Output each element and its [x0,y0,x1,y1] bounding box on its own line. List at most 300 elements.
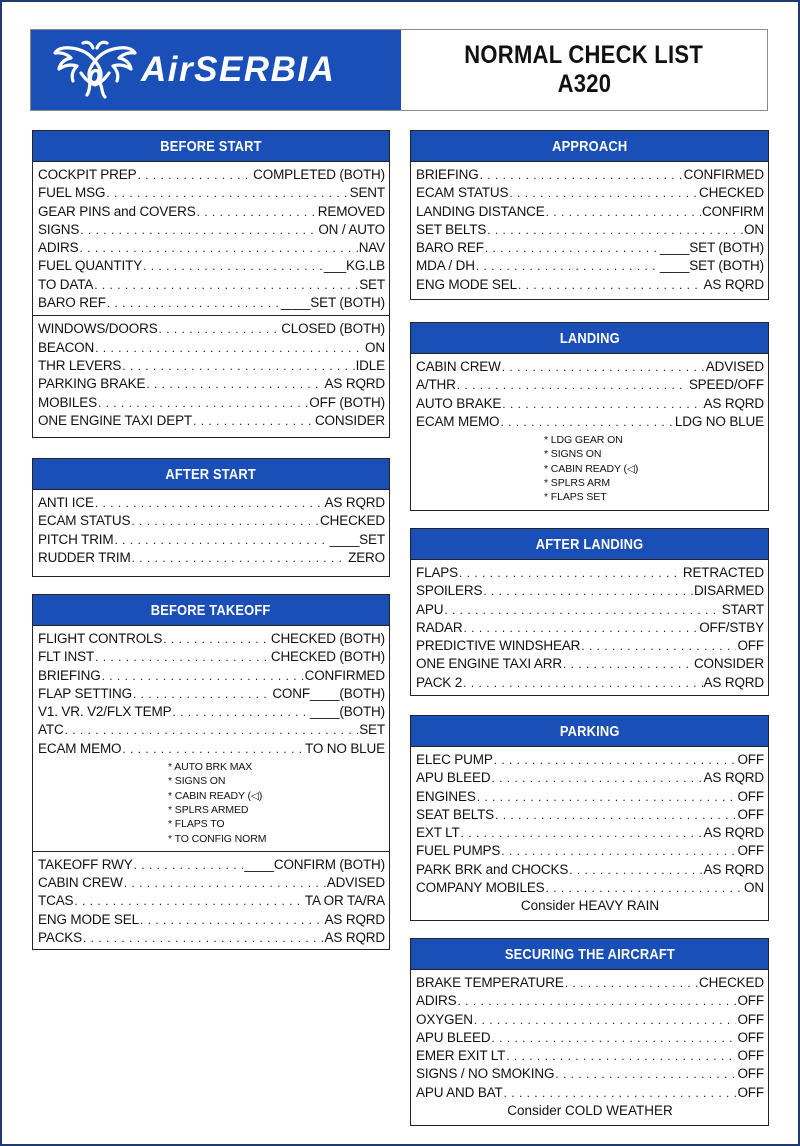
checklist-item: SPOILERS [416,583,483,599]
checklist-value: ZERO [348,549,385,565]
section-title: AFTER START [33,459,389,490]
checklist-item: APU BLEED [416,1029,491,1045]
checklist-item: APU AND BAT [416,1084,503,1100]
checklist-row [38,357,385,375]
title-line-1: NORMAL CHECK LIST [464,41,704,69]
leader-dots [107,294,280,312]
checklist-row [38,221,385,239]
checklist-value: ON / AUTO [318,221,385,237]
checklist-row [38,257,385,275]
checklist-item: THR LEVERS [38,357,122,373]
section-before-start [32,130,390,438]
leader-dots [569,861,702,879]
checklist-value: ____SET (BOTH) [659,240,764,256]
leader-dots [95,339,364,357]
checklist-row [38,375,385,393]
leader-dots [459,564,682,582]
checklist-value: CONFIRMED [304,667,385,683]
checklist-value: CONFIRMED [683,167,764,182]
checklist-row [416,1047,764,1065]
checklist-item: ANTI ICE [38,495,94,510]
checklist-value: ____SET [329,531,385,547]
memo-item: * SIGNS ON [544,448,602,461]
checklist-row [38,929,385,947]
checklist-item: FLAPS [416,565,459,580]
checklist-row [416,674,764,692]
checklist-value: ____CONFIRM (BOTH) [244,856,385,872]
before-takeoff-group-1 [33,626,389,851]
leader-dots [457,376,688,394]
leader-dots [565,974,698,992]
checklist-row [38,721,385,739]
checklist-row [416,655,764,673]
checklist-row [38,549,385,567]
leader-dots [463,674,702,692]
checklist-value: OFF [737,1011,764,1027]
leader-dots [193,412,314,430]
leader-dots [500,413,673,431]
checklist-item: RUDDER TRIM [38,549,131,565]
section-landing [410,322,769,511]
leader-dots [80,221,317,239]
parking-items [416,751,764,897]
checklist-value: AS RQRD [324,911,385,927]
checklist-item: CABIN CREW [38,875,123,891]
leader-dots [137,166,252,184]
checklist-item: A/THR [416,377,456,393]
leader-dots [74,892,303,910]
checklist-row [416,358,764,376]
checklist-value: AS RQRD [703,674,764,690]
checklist-item: FLT INST [38,649,95,665]
checklist-title [401,30,767,110]
checklist-value: AS RQRD [703,395,764,411]
before-takeoff-group-2 [33,851,389,950]
memo-item: * SPLRS ARM [544,477,611,490]
section-title: LANDING [411,323,768,354]
checklist-value: CHECKED (BOTH) [270,649,385,665]
checklist-row [38,276,385,294]
checklist-value: OFF [737,1048,764,1064]
leader-dots [563,655,693,673]
checklist-value: CHECKED [699,185,764,201]
leader-dots [143,257,323,275]
checklist-item: RADAR [416,619,463,635]
section-title: BEFORE START [33,131,389,162]
parking-note: Consider HEAVY RAIN [520,898,660,914]
checklist-item: FUEL MSG [38,185,106,201]
leader-dots [115,531,329,549]
leader-dots [476,257,659,275]
section-before-takeoff [32,594,390,950]
checklist-value: SENT [349,185,385,201]
leader-dots [131,512,319,530]
checklist-item: GEAR PINS and COVERS [38,203,196,219]
leader-dots [106,184,348,202]
checklist-item: FLIGHT CONTROLS [38,631,163,646]
checklist-item: FUEL QUANTITY [38,258,143,274]
checklist-item: BARO REF [38,295,106,311]
checklist-value: AS RQRD [703,861,764,877]
checklist-row [416,184,764,202]
leader-dots [65,721,359,739]
checklist-row [38,703,385,721]
leader-dots [159,320,281,338]
checklist-value: DISARMED [693,583,764,599]
checklist-row [416,1011,764,1029]
leader-dots [581,637,736,655]
section-after-landing [410,528,769,696]
checklist-row [38,494,385,512]
checklist-row [416,413,764,431]
checklist-value: CLOSED (BOTH) [281,321,385,337]
checklist-row [38,648,385,666]
brand-name: AirSERBIA [141,50,336,89]
checklist-value: ____(BOTH) [309,704,385,720]
securing-group [411,970,768,1125]
checklist-row [38,203,385,221]
checklist-item: V1. VR. V2/FLX TEMP [38,704,172,720]
checklist-value: ADVISED [705,359,764,374]
leader-dots [491,1029,736,1047]
checklist-row [38,184,385,202]
checklist-value: AS RQRD [324,376,385,392]
checklist-value: TA OR TA/RA [304,893,385,909]
memo-item: * FLAPS TO [168,818,225,831]
checklist-row [38,412,385,430]
leader-dots [102,667,304,685]
section-title: SECURING THE AIRCRAFT [411,939,768,970]
leader-dots [555,1065,736,1083]
leader-dots [98,394,308,412]
checklist-item: TCAS [38,893,74,909]
checklist-row [416,1029,764,1047]
checklist-row [416,992,764,1010]
leader-dots [458,992,737,1010]
checklist-item: SEAT BELTS [416,806,495,822]
checklist-row [38,320,385,338]
checklist-value: ___KG.LB [323,258,385,274]
checklist-value: SET [359,722,385,738]
checklist-value: SPEED/OFF [688,377,764,393]
section-title: BEFORE TAKEOFF [33,595,389,626]
checklist-item: TAKEOFF RWY [38,856,133,872]
leader-dots [80,239,358,257]
checklist-row [38,394,385,412]
checklist-row [416,637,764,655]
checklist-value: IDLE [355,357,385,373]
checklist-value: CHECKED [320,513,385,529]
checklist-value: ADVISED [326,875,385,891]
checklist-value: START [721,601,764,617]
checklist-item: ADIRS [416,993,457,1009]
checklist-value: LDG NO BLUE [674,413,764,429]
checklist-value: SET [359,276,385,292]
checklist-value: OFF [737,993,764,1009]
checklist-item: OXYGEN [416,1011,473,1027]
checklist-row [416,221,764,239]
leader-dots [506,1047,736,1065]
leader-dots [518,276,703,294]
checklist-value: OFF [737,1066,764,1082]
leader-dots [197,203,317,221]
checklist-item: SIGNS [38,221,80,237]
checklist-value: CHECKED [699,975,764,990]
checklist-item: ECAM STATUS [416,185,509,201]
checklist-row [416,376,764,394]
checklist-row [416,582,764,600]
checklist-item: SET BELTS [416,221,487,237]
checklist-row [416,1084,764,1102]
checklist-item: PARK BRK and CHOCKS [416,861,569,877]
leader-dots [480,166,683,184]
checklist-value: ____SET (BOTH) [659,258,764,274]
checklist-item: COCKPIT PREP [38,167,137,182]
checklist-item: PREDICTIVE WINDSHEAR [416,638,581,654]
checklist-item: AUTO BRAKE [416,395,502,411]
checklist-value: ON [744,221,764,237]
leader-dots [134,856,244,874]
leader-dots [483,582,693,600]
checklist-value: OFF [737,638,764,654]
section-title: AFTER LANDING [411,529,768,560]
leader-dots [477,788,737,806]
checklist-value: CONF____(BOTH) [272,685,385,701]
landing-items [416,358,764,431]
checklist-row [416,619,764,637]
before-start-group-2 [33,315,389,433]
leader-dots [172,703,309,721]
leader-dots [83,929,324,947]
section-approach [410,130,769,300]
leader-dots [444,601,720,619]
checklist-item: EMER EXIT LT [416,1048,506,1064]
leader-dots [95,648,270,666]
checklist-value: CONFIRM [702,203,764,219]
checklist-item: MOBILES [38,394,97,410]
checklist-row [416,861,764,879]
checklist-item: ELEC PUMP [416,752,493,767]
section-parking [410,715,769,921]
checklist-item: ECAM STATUS [38,513,131,529]
checklist-item: EXT LT [416,825,460,841]
checklist-row [416,751,764,769]
checklist-value: REMOVED [317,203,385,219]
checklist-value: ____SET (BOTH) [280,295,385,311]
checklist-value: ON [744,880,764,896]
leader-dots [122,740,304,758]
checklist-item: ENGINES [416,788,476,804]
checklist-row [416,788,764,806]
checklist-value: ON [365,339,385,355]
leader-dots [94,276,358,294]
leader-dots [494,751,737,769]
checklist-row [416,842,764,860]
section-title: PARKING [411,716,768,747]
checklist-item: BARO REF [416,240,484,256]
section-title: APPROACH [411,131,768,162]
checklist-item: ADIRS [38,240,79,256]
checklist-row [416,806,764,824]
checklist-item: PACKS [38,930,83,946]
checklist-value: NAV [358,240,385,256]
checklist-item: SIGNS / NO SMOKING [416,1066,555,1082]
checklist-item: ONE ENGINE TAXI DEPT [38,412,193,428]
leader-dots [163,630,270,648]
checklist-value: OFF (BOTH) [309,394,385,410]
securing-note: Consider COLD WEATHER [507,1103,673,1119]
leader-dots [504,1084,737,1102]
approach-items [411,162,768,297]
checklist-row [416,564,764,582]
parking-group [411,747,768,920]
before-takeoff-items [38,630,385,758]
title-line-2: A320 [557,70,611,98]
checklist-value: OFF [737,788,764,804]
checklist-item: BEACON [38,339,95,355]
checklist-row [38,531,385,549]
checklist-item: ATC [38,722,64,738]
checklist-row [38,856,385,874]
checklist-value: AS RQRD [703,276,764,292]
ecam-memo-list [38,758,385,848]
checklist-row [416,276,764,294]
checklist-value: OFF [737,752,764,767]
checklist-item: ECAM MEMO [38,740,122,756]
checklist-item: APU [416,601,444,617]
checklist-row [416,601,764,619]
checklist-item: BRAKE TEMPERATURE [416,975,564,990]
checklist-row [416,239,764,257]
checklist-value: COMPLETED (BOTH) [253,167,385,182]
leader-dots [546,203,701,221]
leader-dots [474,1011,737,1029]
checklist-item: ENG MODE SEL [38,911,139,927]
checklist-item: ENG MODE SEL [416,276,517,292]
memo-item: * SIGNS ON [168,775,226,788]
leader-dots [491,769,702,787]
after-landing-items [411,560,768,695]
leader-dots [487,221,743,239]
checklist-row [38,239,385,257]
checklist-item: COMPANY MOBILES [416,880,545,896]
memo-item: * CABIN READY (◁) [168,789,263,802]
leader-dots [140,911,324,929]
checklist-item: ONE ENGINE TAXI ARR [416,656,562,672]
memo-item: * SPLRS ARMED [168,803,249,816]
leader-dots [502,358,705,376]
leader-dots [124,874,326,892]
checklist-row [416,769,764,787]
checklist-item: LANDING DISTANCE [416,203,545,219]
checklist-item: APU BLEED [416,770,491,786]
checklist-row [38,294,385,312]
memo-item: * TO CONFIG NORM [168,832,267,845]
memo-item: * AUTO BRK MAX [168,761,253,774]
leader-dots [501,842,736,860]
landing-group [411,354,768,510]
checklist-row [38,339,385,357]
checklist-row [38,874,385,892]
landing-memo-list [416,431,764,506]
brand-logo [31,30,401,110]
memo-item: * LDG GEAR ON [544,434,623,447]
memo-item: * FLAPS SET [544,491,607,504]
checklist-item: ECAM MEMO [416,413,500,429]
after-start-items [33,490,389,570]
checklist-value: OFF/STBY [699,619,764,635]
section-securing-aircraft [410,938,769,1126]
checklist-item: TO DATA [38,276,94,292]
checklist-row [416,824,764,842]
checklist-value: AS RQRD [324,495,385,510]
checklist-item: CABIN CREW [416,359,501,374]
checklist-value: RETRACTED [682,565,764,580]
checklist-item: BRIEFING [38,667,101,683]
checklist-item: FLAP SETTING [38,685,132,701]
leader-dots [546,879,744,897]
checklist-item: BRIEFING [416,167,479,182]
leader-dots [132,549,347,567]
leader-dots [495,806,736,824]
checklist-value: TO NO BLUE [304,740,385,756]
leader-dots [461,824,703,842]
checklist-item: PACK 2 [416,674,463,690]
before-start-group-1 [33,162,389,315]
leader-dots [509,184,698,202]
section-after-start [32,458,390,577]
checklist-item: MDA / DH [416,258,475,274]
leader-dots [133,685,271,703]
checklist-value: CHECKED (BOTH) [270,631,385,646]
checklist-row [416,203,764,221]
leader-dots [122,357,354,375]
header [30,29,768,111]
checklist-row [416,395,764,413]
checklist-value: OFF [737,1084,764,1100]
checklist-row [416,879,764,897]
checklist-row [38,512,385,530]
checklist-row [416,1065,764,1083]
checklist-row [38,685,385,703]
checklist-value: OFF [737,843,764,859]
checklist-item: FUEL PUMPS [416,843,501,859]
leader-dots [146,375,323,393]
checklist-value: OFF [737,1029,764,1045]
memo-item: * CABIN READY (◁) [544,462,639,475]
checklist-row [38,667,385,685]
checklist-value: AS RQRD [324,930,385,946]
leader-dots [464,619,699,637]
checklist-row [38,166,385,184]
checklist-value: AS RQRD [703,770,764,786]
checklist-row [416,166,764,184]
checklist-item: WINDOWS/DOORS [38,321,158,337]
checklist-value: AS RQRD [703,825,764,841]
checklist-value: OFF [737,806,764,822]
leader-dots [485,239,659,257]
double-headed-eagle-icon [53,39,137,101]
checklist-value: CONSIDER [314,412,385,428]
checklist-item: PITCH TRIM [38,531,114,547]
leader-dots [95,494,324,512]
checklist-value: CONSIDER [693,656,764,672]
checklist-row [416,257,764,275]
leader-dots [502,395,702,413]
checklist-row [38,740,385,758]
checklist-row [38,630,385,648]
securing-items [416,974,764,1102]
